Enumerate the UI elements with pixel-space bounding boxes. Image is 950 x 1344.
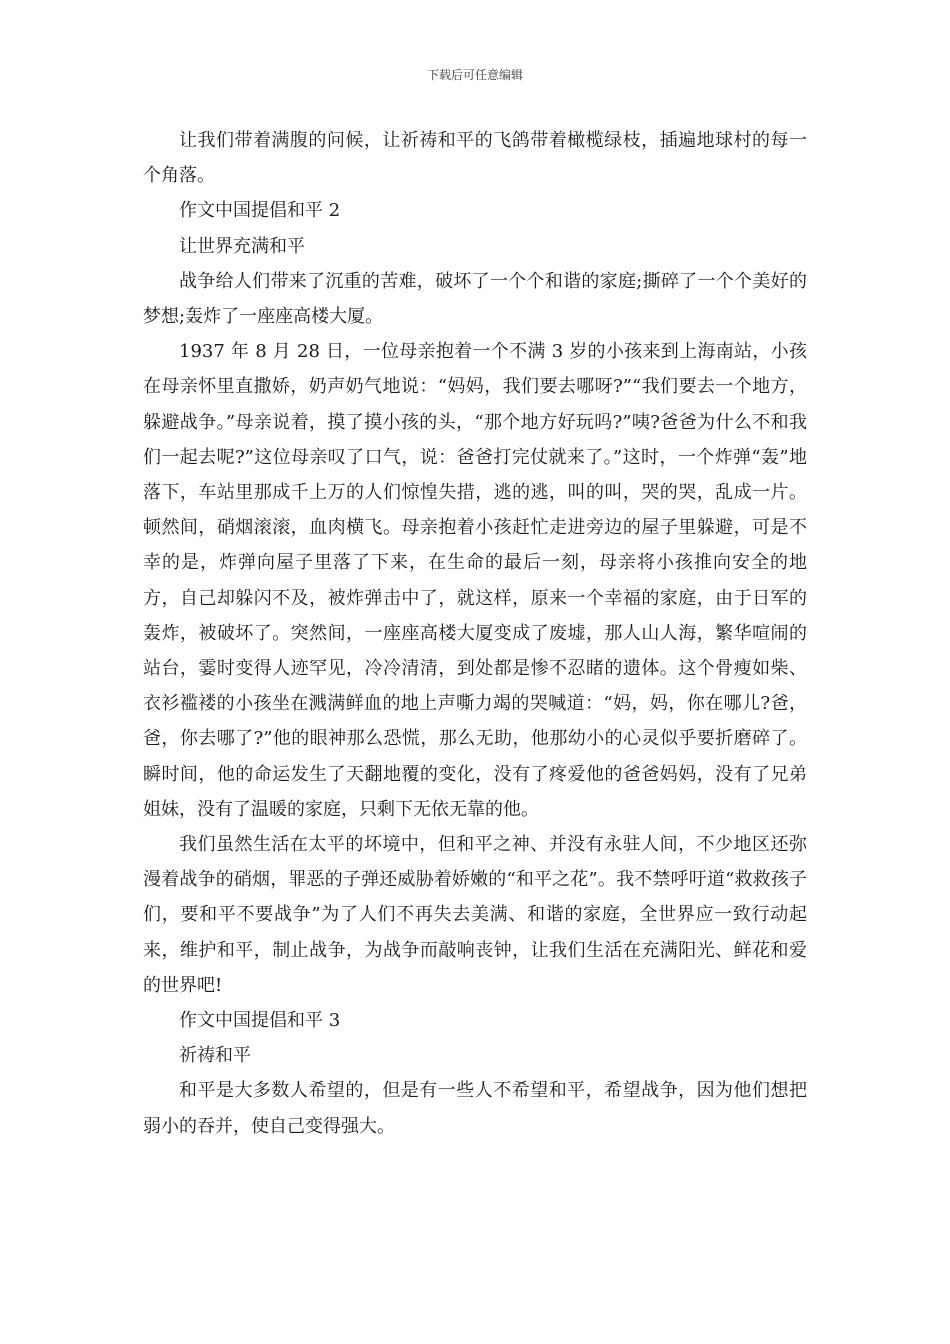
page-header: 下载后可任意编辑 — [426, 68, 523, 82]
paragraph-opening-3: 和平是大多数人希望的，但是有一些人不希望和平，希望战争，因为他们想把弱小的吞并，使自己变得强大。 — [143, 1080, 807, 1137]
essay-title-3: 祈祷和平 — [179, 1045, 251, 1067]
paragraph-story: 1937 年 8 月 28 日，一位母亲抱着一个不满 3 岁的小孩来到上海南站，小孩在母亲怀里直撒娇，奶声奶气地说：“妈妈，我们要去哪呀?”“我们要去一个地方，躲避战争。”母亲说着，摸了摸小孩的头，“那个地方好玩吗?”咦?爸爸为什么不和我们一起去呢?”这位母亲叹了口气，说：爸爸打完仗就来了。”这时，一个炸弹“轰”地落下，车站里那成千上万的人们惊惶失措，逃的逃，叫的叫，哭的哭，乱成一片。顿然间，硝烟滚滚，血肉横飞。母亲抱着小孩赶忙走进旁边的屋子里躲避，可是不幸的是，炸弹向屋子里落了下来，在生命的最后一刻，母亲将小孩推向安全的地方，自己却躲闪不及，被炸弹击中了，就这样，原来一个幸福的家庭，由于日军的轰炸，被破坏了。突然间，一座座高楼大厦变成了废墟，那人山人海，繁华喧闹的站台，霎时变得人迹罕见，冷冷清清，到处都是惨不忍睹的遗体。这个骨瘦如柴、衣衫褴褛的小孩坐在溅满鲜血的地上声嘶力竭的哭喊道：“妈，妈，你在哪儿?爸，爸，你去哪了?”他的眼神那么恐慌，那么无助，他那幼小的心灵似乎要折磨碎了。瞬时间，他的命运发生了天翻地覆的变化，没有了疼爱他的爸爸妈妈，没有了兄弟姐妹，没有了温暖的家庭，只剩下无依无靠的他。 — [143, 341, 807, 820]
paragraph-appeal: 我们虽然生活在太平的坏境中，但和平之神、并没有永驻人间，不少地区还弥漫着战争的硝烟，罪恶的子弹还威胁着娇嫩的“和平之花”。我不禁呼吁道“救救孩子们，要和平不要战争”为了人们不再失去美满、和谐的家庭，全世界应一致行动起来，维护和平，制止战争，为战争而敲响丧钟，让我们生活在充满阳光、鲜花和爱的世界吧! — [143, 834, 807, 996]
essay-title-2: 让世界充满和平 — [179, 235, 305, 257]
essay-heading-2: 作文中国提倡和平 2 — [179, 200, 341, 222]
document-body — [143, 123, 807, 1144]
paragraph-intro: 战争给人们带来了沉重的苦难，破坏了一个个和谐的家庭;撕碎了一个个美好的梦想;轰炸了一座座高楼大厦。 — [143, 270, 807, 328]
paragraph-closing: 让我们带着满腹的问候，让祈祷和平的飞鸽带着橄榄绿枝，插遍地球村的每一个角落。 — [143, 130, 807, 187]
essay-heading-3: 作文中国提倡和平 3 — [179, 1010, 341, 1032]
